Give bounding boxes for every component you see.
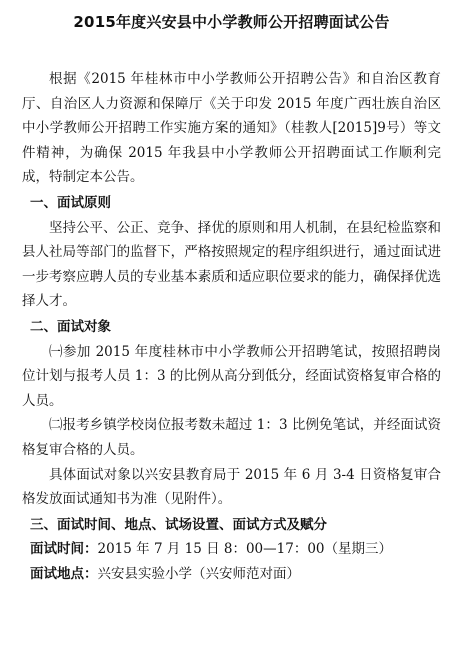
section-heading-principles: 一、面试原则 [30, 194, 111, 211]
interview-location-line [22, 562, 441, 587]
candidates-paragraph-2: ㈡报考乡镇学校岗位报考数未超过 1：3 比例免笔试，并经面试资格复审合格的人员。 [22, 417, 441, 458]
section-heading-candidates: 二、面试对象 [30, 318, 111, 335]
candidates-paragraph-3: 具体面试对象以兴安县教育局于 2015 年 6 月 3-4 日资格复审合格发放面试通知书为准（见附件）。 [22, 466, 441, 508]
document-title: 2015年度兴安县中小学教师公开招聘面试公告 [73, 13, 390, 31]
principles-paragraph: 坚持公平、公正、竞争、择优的原则和用人机制，在县纪检监察和县人社局等部门的监督下，严格按照规定的程序组织进行，通过面试进一步考察应聘人员的专业基本素质和适应职位要求的能力，确保择优选择人才。 [22, 219, 441, 310]
interview-time-line [22, 537, 441, 562]
document-body [22, 67, 441, 586]
intro-paragraph: 根据《2015 年桂林市中小学教师公开招聘公告》和自治区教育厅、自治区人力资源和保障厅《关于印发 2015 年度广西壮族自治区中小学教师公开招聘工作实施方案的通知》（桂教人[2015]9号）等文件精神，为确保 2015 年我县中小学教师公开招聘面试工作顺利完成，特制定本公告。 [22, 71, 441, 186]
interview-time-label: 面试时间： [30, 541, 98, 558]
candidates-paragraph-1: ㈠参加 2015 年度桂林市中小学教师公开招聘笔试，按照招聘岗位计划与报考人员 1：3 的比例从高分到低分，经面试资格复审合格的人员。 [22, 343, 441, 409]
interview-location-label: 面试地点： [30, 565, 98, 582]
interview-time-value: 2015 年 7 月 15 日 8：00—17：00（星期三） [97, 541, 392, 558]
section-heading-schedule: 三、面试时间、地点、试场设置、面试方式及赋分 [30, 516, 327, 533]
interview-location-value: 兴安县实验小学（兴安师范对面） [97, 565, 300, 582]
